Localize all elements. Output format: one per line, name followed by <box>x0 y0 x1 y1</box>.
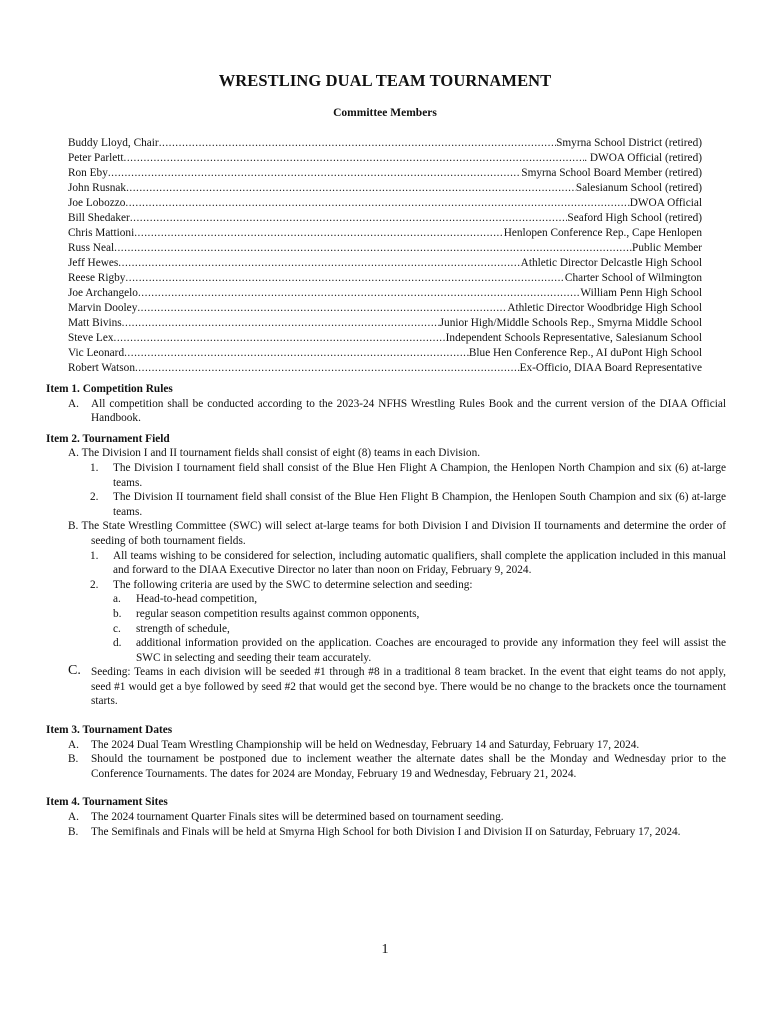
member-row <box>68 301 702 316</box>
list-marker: b. <box>113 607 122 620</box>
document-title: WRESTLING DUAL TEAM TOURNAMENT <box>218 71 552 90</box>
member-role: Junior High/Middle Schools Rep., Smyrna Middle School <box>439 317 702 329</box>
item-3-paragraph-a <box>46 738 726 753</box>
leader-dots <box>124 151 585 166</box>
paragraph-text: Should the tournament be postponed due to inclement weather the alternate dates shall be the Monday and Wednesday prior to the Conference Tournaments. The dates for 2024 are Monday, February 19 and Wednesday, February 21, 2024. <box>91 753 726 780</box>
member-row <box>68 256 702 271</box>
member-row <box>68 331 702 346</box>
paragraph-text: strength of schedule, <box>136 622 230 635</box>
member-row <box>68 361 702 376</box>
member-role: Ex-Officio, DIAA Board Representative <box>519 362 702 374</box>
paragraph-text: Head-to-head competition, <box>136 593 258 606</box>
member-role: Independent Schools Representative, Salesianum School <box>445 332 702 344</box>
member-role: . DWOA Official (retired) <box>584 152 702 164</box>
leader-dots <box>137 301 507 316</box>
member-name: Joe Archangelo <box>68 287 138 299</box>
paragraph-text: The 2024 tournament Quarter Finals sites will be determined based on tournament seeding. <box>91 811 504 824</box>
member-row <box>68 346 702 361</box>
member-role: Charter School of Wilmington <box>564 272 702 284</box>
criteria-item <box>46 607 726 622</box>
item-2-section <box>46 432 726 709</box>
list-marker: c. <box>113 622 121 635</box>
criteria-item <box>46 622 726 637</box>
leader-dots <box>138 286 580 301</box>
paragraph-text: The Semifinals and Finals will be held at Smyrna High School for both Division I and Division II on Saturday, February 17, 2024. <box>91 825 681 838</box>
member-name: Robert Watson <box>68 362 135 374</box>
member-name: Russ Neal <box>68 242 115 254</box>
paragraph-text: regular season competition results against common opponents, <box>136 607 420 620</box>
member-role: Seaford High School (retired) <box>567 212 702 224</box>
member-name: Buddy Lloyd, Chair <box>68 137 159 149</box>
paragraph-text: The 2024 Dual Team Wrestling Championship will be held on Wednesday, February 14 and Saturday, February 17, 2024. <box>91 738 640 751</box>
leader-dots <box>108 166 521 181</box>
document-body <box>46 382 726 839</box>
item-1-section <box>46 382 726 426</box>
leader-dots <box>125 271 564 286</box>
item-2-b-subitem-2 <box>46 578 726 593</box>
item-2-paragraph-c <box>46 665 726 709</box>
item-3-section <box>46 723 726 781</box>
member-role: Blue Hen Conference Rep., AI duPont High School <box>468 347 702 359</box>
list-marker: 2. <box>90 578 99 591</box>
list-marker: C. <box>68 663 81 679</box>
leader-dots <box>135 361 520 376</box>
member-name: John Rusnak <box>68 182 127 194</box>
item-4-section <box>46 795 726 839</box>
paragraph-text: The Division II tournament field shall consist of the Blue Hen Flight B Champion, the Henlopen South Champion and six (6) at-large teams. <box>113 491 726 518</box>
member-row <box>68 151 702 166</box>
member-role: DWOA Official <box>629 197 702 209</box>
item-1-heading: Item 1. Competition Rules <box>46 383 173 395</box>
leader-dots <box>122 316 440 331</box>
list-marker: a. <box>113 593 121 606</box>
member-row <box>68 286 702 301</box>
member-row <box>68 211 702 226</box>
spacer <box>46 781 726 795</box>
member-row <box>68 271 702 286</box>
member-row <box>68 166 702 181</box>
item-2-paragraph-b: B. The State Wrestling Committee (SWC) will select at-large teams for both Division I and Division II tournaments and determine the order of seeding of both tournament fields. <box>68 520 726 547</box>
list-marker: A. <box>68 738 79 751</box>
leader-dots <box>118 256 520 271</box>
member-role: Athletic Director Woodbridge High School <box>507 302 702 314</box>
paragraph-text: The Division I tournament field shall consist of the Blue Hen Flight A Champion, the Henlopen North Champion and six (6) at-large teams. <box>113 461 726 489</box>
member-name: Ron Eby <box>68 167 108 179</box>
member-row <box>68 196 702 211</box>
member-name: Vic Leonard <box>68 347 125 359</box>
paragraph-text: Seeding: Teams in each division will be seeded #1 through #8 in a traditional 8 team bracket. In the event that eight teams do not apply, seed #1 would get a bye followed by seed #2 that would get the second bye. There would be no change to the brackets once the tournament starts. <box>91 666 726 708</box>
list-marker: A. <box>68 811 79 824</box>
list-marker: 2. <box>90 491 99 504</box>
item-4-paragraph-a <box>46 810 726 825</box>
member-role: Smyrna School District (retired) <box>556 137 702 149</box>
item-4-paragraph-b <box>46 825 726 840</box>
leader-dots <box>126 181 576 196</box>
list-marker: 1. <box>90 549 99 562</box>
member-row <box>68 136 702 151</box>
member-row <box>68 316 702 331</box>
member-name: Marvin Dooley <box>68 302 138 314</box>
list-marker: B. <box>68 753 79 766</box>
item-3-heading: Item 3. Tournament Dates <box>46 724 173 737</box>
page-number: 1 <box>381 942 389 957</box>
item-2-heading: Item 2. Tournament Field <box>46 432 170 445</box>
member-name: Chris Mattioni <box>68 227 135 239</box>
leader-dots <box>114 331 446 346</box>
member-name: Jeff Hewes <box>68 257 119 269</box>
member-role: Public Member <box>632 242 702 254</box>
member-role: Henlopen Conference Rep., Cape Henlopen <box>503 227 702 239</box>
criteria-item <box>46 636 726 665</box>
paragraph-text: All teams wishing to be considered for selection, including automatic qualifiers, shall complete the application included in this manual and forward to the DIAA Executive Director no later than noon on Friday, February 9, 2024. <box>113 549 726 577</box>
leader-dots <box>159 136 556 151</box>
member-role: William Penn High School <box>580 287 702 299</box>
member-name: Matt Bivins <box>68 317 122 329</box>
item-4-heading: Item 4. Tournament Sites <box>46 796 168 809</box>
member-row <box>68 226 702 241</box>
item-2-a-subitem-2 <box>46 490 726 519</box>
member-name: Peter Parlett <box>68 152 124 164</box>
member-name: Joe Lobozzo <box>68 197 126 209</box>
leader-dots <box>130 211 568 226</box>
paragraph-text: additional information provided on the application. Coaches are encouraged to provide any information they feel will assist the SWC in selecting and seeding their team accurately. <box>136 637 726 664</box>
leader-dots <box>114 241 632 256</box>
item-2-a-subitem-1 <box>46 461 726 490</box>
member-row <box>68 241 702 256</box>
committee-members-list <box>68 136 702 376</box>
item-1-paragraph-a <box>46 397 726 426</box>
leader-dots <box>124 346 469 361</box>
member-role: Salesianum School (retired) <box>575 182 702 194</box>
item-2-paragraph-a: A. The Division I and II tournament fields shall consist of eight (8) teams in each Division. <box>68 447 481 460</box>
leader-dots <box>134 226 504 241</box>
list-marker: 1. <box>90 461 99 474</box>
leader-dots <box>125 196 629 211</box>
spacer <box>46 709 726 723</box>
list-marker: d. <box>113 637 122 650</box>
committee-heading: Committee Members <box>333 107 437 119</box>
paragraph-text: All competition shall be conducted according to the 2023-24 NFHS Wrestling Rules Book and the current version of the DIAA Official Handbook. <box>91 397 726 425</box>
criteria-item <box>46 592 726 607</box>
member-role: Athletic Director Delcastle High School <box>520 257 702 269</box>
item-2-b-subitem-1 <box>46 549 726 578</box>
member-name: Bill Shedaker <box>68 212 130 224</box>
member-role: Smyrna School Board Member (retired) <box>521 167 702 179</box>
list-marker: A. <box>68 397 79 410</box>
item-3-paragraph-b <box>46 752 726 781</box>
list-marker: B. <box>68 825 79 838</box>
member-name: Reese Rigby <box>68 272 126 284</box>
member-row <box>68 181 702 196</box>
member-name: Steve Lex <box>68 332 114 344</box>
paragraph-text: The following criteria are used by the SWC to determine selection and seeding: <box>113 578 473 591</box>
